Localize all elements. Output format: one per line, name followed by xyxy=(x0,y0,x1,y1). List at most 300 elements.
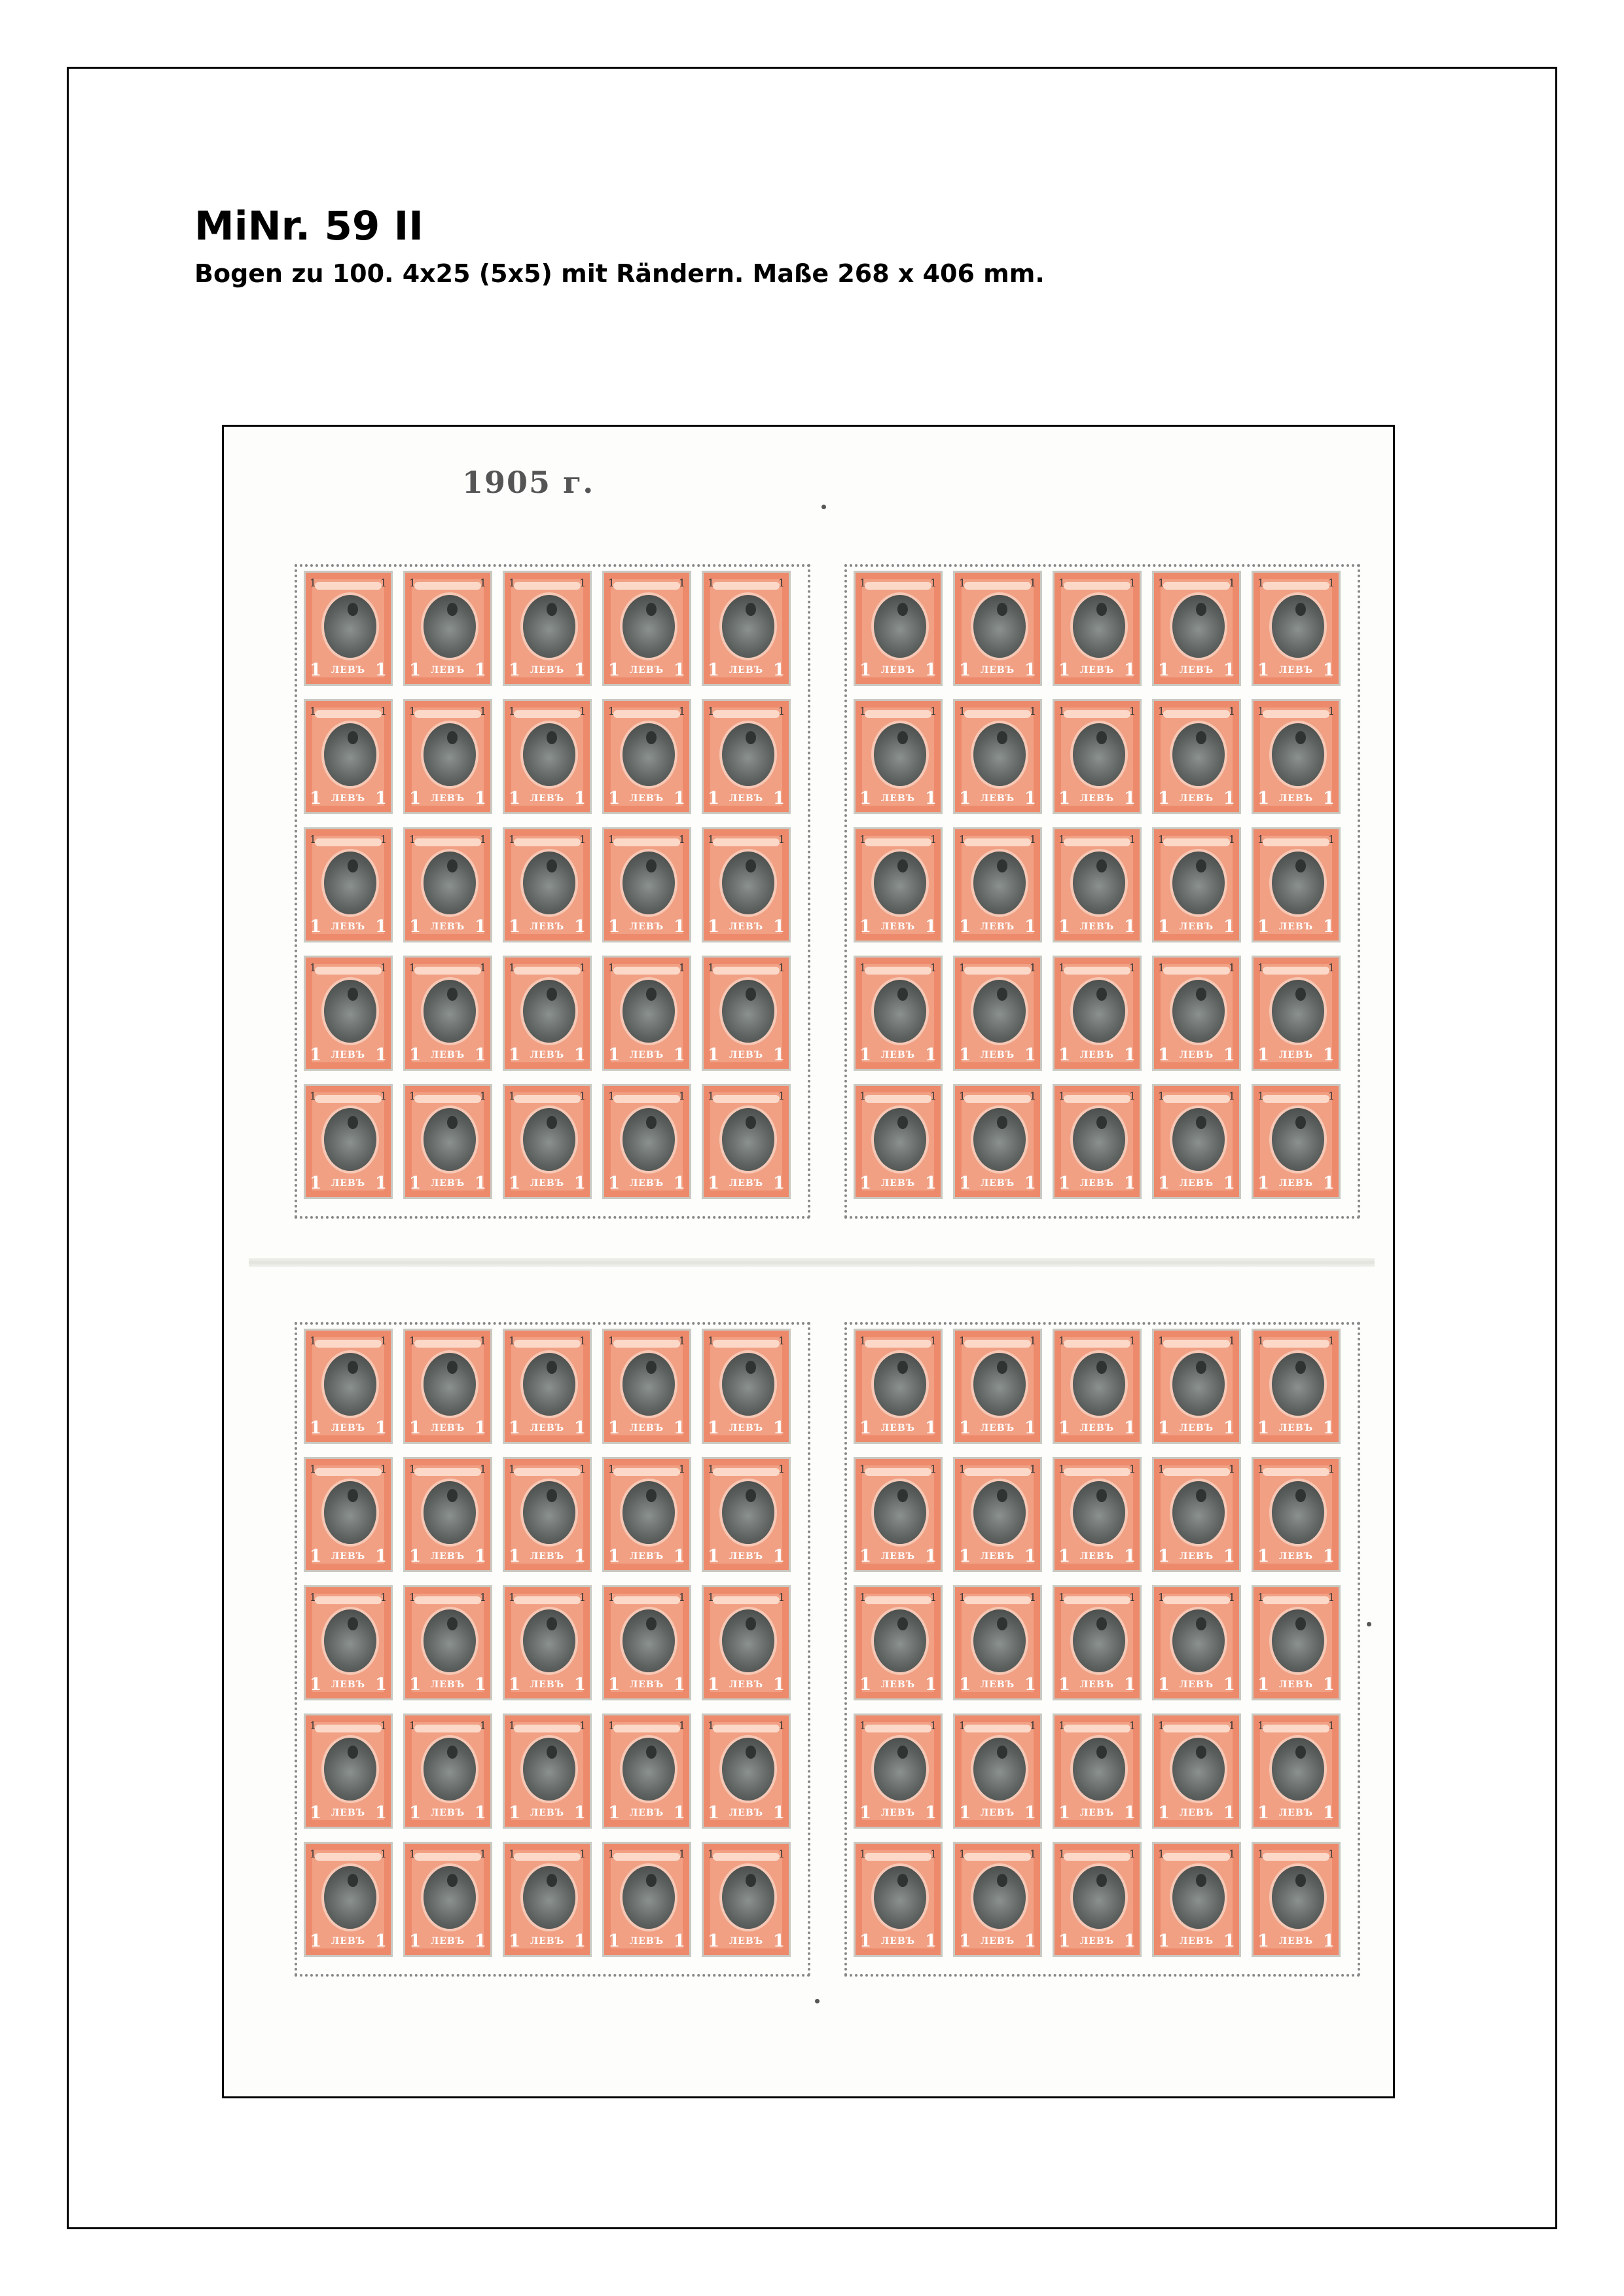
denomination-number: 1 xyxy=(1123,1675,1136,1695)
portrait-head xyxy=(1295,859,1306,872)
denomination-word: ЛЕВЪ xyxy=(1079,1936,1115,1946)
stamp-inscription-band xyxy=(514,1725,581,1732)
stamp-corner-value: 1 xyxy=(708,1463,715,1475)
stamp xyxy=(854,1329,943,1444)
denomination-number: 1 xyxy=(959,1675,971,1695)
stamp-corner-value: 1 xyxy=(1029,1463,1036,1475)
stamp-corner-value: 1 xyxy=(579,1463,586,1475)
stamp-inscription-band xyxy=(964,710,1031,718)
denomination-number: 1 xyxy=(1024,1418,1036,1438)
portrait-head xyxy=(897,1361,908,1374)
stamp-corner-value: 1 xyxy=(929,1719,937,1732)
stamp-corner-value: 1 xyxy=(859,705,867,717)
denomination-number: 1 xyxy=(374,1547,387,1566)
stamp-inscription-band xyxy=(613,1095,680,1103)
stamp-denomination xyxy=(409,660,486,680)
stamp-corner-value: 1 xyxy=(778,705,785,717)
stamp-corner-value: 1 xyxy=(1128,1848,1136,1860)
denomination-number: 1 xyxy=(859,1174,872,1193)
stamp-corner-value: 1 xyxy=(1158,577,1165,589)
stamp-inscription-band xyxy=(1064,1596,1130,1604)
stamp-portrait-vignette xyxy=(1070,849,1128,917)
stamp xyxy=(403,1585,492,1700)
stamp-corner-value: 1 xyxy=(509,1719,516,1732)
denomination-number: 1 xyxy=(1158,1803,1170,1823)
stamp-corner-value: 1 xyxy=(1228,833,1235,846)
stamp-corner-value: 1 xyxy=(579,1719,586,1732)
denomination-word: ЛЕВЪ xyxy=(980,1178,1015,1189)
stamp-corner-value: 1 xyxy=(678,1719,685,1732)
stamp-corner-value: 1 xyxy=(1257,577,1265,589)
stamp-corner-value: 1 xyxy=(380,1463,387,1475)
stamp-corner-value: 1 xyxy=(678,1848,685,1860)
stamp-corner-value: 1 xyxy=(1058,1848,1066,1860)
stamp-corner-value: 1 xyxy=(479,833,486,846)
stamp-denomination xyxy=(1257,1547,1335,1566)
stamp-denomination xyxy=(1158,1045,1235,1065)
stamp-inscription-band xyxy=(1163,1340,1230,1348)
stamp-corner-value: 1 xyxy=(509,833,516,846)
stamp-denomination xyxy=(409,1547,486,1566)
stamp-portrait-vignette xyxy=(971,1105,1028,1174)
stamp-corner-value: 1 xyxy=(380,1848,387,1860)
stamp-portrait-vignette xyxy=(520,1479,578,1547)
portrait-head xyxy=(746,1746,756,1759)
portrait-head xyxy=(997,1116,1007,1129)
stamp-inscription-band xyxy=(1263,1340,1329,1348)
denomination-word: ЛЕВЪ xyxy=(331,1178,366,1189)
stamp-denomination xyxy=(608,1547,685,1566)
stamp-denomination xyxy=(608,660,685,680)
denomination-number: 1 xyxy=(474,1931,486,1951)
stamp xyxy=(602,1842,691,1957)
stamp-inscription-band xyxy=(315,1596,382,1604)
denomination-number: 1 xyxy=(1024,1045,1036,1065)
stamp-inscription-band xyxy=(514,1596,581,1604)
denomination-word: ЛЕВЪ xyxy=(1278,1178,1314,1189)
denomination-number: 1 xyxy=(1223,1418,1235,1438)
stamp-corner-value: 1 xyxy=(409,1090,416,1102)
stamp-portrait-vignette xyxy=(421,1863,478,1931)
stamp-portrait-vignette xyxy=(620,1105,677,1174)
stamp-corner-value: 1 xyxy=(1058,705,1066,717)
portrait-head xyxy=(348,1617,358,1630)
portrait-head xyxy=(447,731,458,744)
stamp-inscription-band xyxy=(964,1596,1031,1604)
stamp-corner-value: 1 xyxy=(608,833,615,846)
stamp xyxy=(953,1713,1042,1829)
stamp-inscription-band xyxy=(315,1095,382,1103)
portrait-head xyxy=(1096,1116,1107,1129)
denomination-word: ЛЕВЪ xyxy=(1079,1178,1115,1189)
stamp-corner-value: 1 xyxy=(509,1848,516,1860)
denomination-word: ЛЕВЪ xyxy=(530,1808,565,1818)
stamp xyxy=(854,1842,943,1957)
stamp-portrait-vignette xyxy=(620,1479,677,1547)
portrait-head xyxy=(746,1361,756,1374)
portrait-head xyxy=(997,988,1007,1001)
stamp-denomination xyxy=(859,1045,937,1065)
denomination-number: 1 xyxy=(1058,660,1071,680)
sheet-fold-line xyxy=(249,1258,1375,1267)
stamp-corner-value: 1 xyxy=(1327,961,1335,974)
denomination-word: ЛЕВЪ xyxy=(980,1808,1015,1818)
portrait-head xyxy=(547,1874,557,1887)
denomination-number: 1 xyxy=(1158,1931,1170,1951)
stamp-corner-value: 1 xyxy=(1257,1719,1265,1732)
stamp-corner-value: 1 xyxy=(859,1719,867,1732)
denomination-word: ЛЕВЪ xyxy=(1179,1808,1214,1818)
denomination-number: 1 xyxy=(1322,789,1335,808)
denomination-number: 1 xyxy=(924,789,937,808)
stamp xyxy=(953,1585,1042,1700)
stamp xyxy=(403,571,492,686)
stamp-denomination xyxy=(409,789,486,808)
stamp-denomination xyxy=(959,660,1036,680)
stamp xyxy=(1053,1329,1142,1444)
portrait-head xyxy=(897,1874,908,1887)
stamp-corner-value: 1 xyxy=(678,1090,685,1102)
stamp-corner-value: 1 xyxy=(608,1090,615,1102)
stamp-portrait-vignette xyxy=(719,721,777,789)
stamp xyxy=(854,1585,943,1700)
stamp-corner-value: 1 xyxy=(1058,833,1066,846)
stamp-corner-value: 1 xyxy=(409,1848,416,1860)
stamp-inscription-band xyxy=(1263,710,1329,718)
denomination-word: ЛЕВЪ xyxy=(1079,1679,1115,1690)
stamp-corner-value: 1 xyxy=(509,1090,516,1102)
denomination-number: 1 xyxy=(409,1675,422,1695)
denomination-word: ЛЕВЪ xyxy=(530,1679,565,1690)
portrait-head xyxy=(1096,731,1107,744)
stamp-denomination xyxy=(859,1174,937,1193)
stamp-corner-value: 1 xyxy=(778,577,785,589)
portrait-head xyxy=(897,1746,908,1759)
denomination-word: ЛЕВЪ xyxy=(880,665,916,675)
denomination-number: 1 xyxy=(1024,789,1036,808)
stamp-denomination xyxy=(859,917,937,937)
portrait-head xyxy=(547,731,557,744)
stamp-portrait-vignette xyxy=(421,977,478,1045)
sheet-year-label: 1905 г. xyxy=(462,465,595,500)
stamp xyxy=(602,699,691,814)
margin-mark xyxy=(1367,1622,1371,1626)
stamp-portrait-vignette xyxy=(321,849,379,917)
stamp-corner-value: 1 xyxy=(859,1591,867,1604)
stamp-pane xyxy=(844,1322,1360,1977)
portrait-head xyxy=(348,603,358,616)
stamp-corner-value: 1 xyxy=(579,1335,586,1347)
denomination-number: 1 xyxy=(1257,1418,1270,1438)
stamp-denomination xyxy=(1257,1045,1335,1065)
stamp-corner-value: 1 xyxy=(1058,1719,1066,1732)
denomination-word: ЛЕВЪ xyxy=(530,1551,565,1562)
stamp xyxy=(602,1084,691,1199)
stamp-inscription-band xyxy=(1263,1853,1329,1861)
stamp-corner-value: 1 xyxy=(1128,1335,1136,1347)
denomination-word: ЛЕВЪ xyxy=(1278,1050,1314,1060)
stamp-inscription-band xyxy=(964,1095,1031,1103)
stamp-corner-value: 1 xyxy=(1257,1463,1265,1475)
portrait-head xyxy=(447,1489,458,1502)
denomination-word: ЛЕВЪ xyxy=(530,1936,565,1946)
denomination-number: 1 xyxy=(924,1547,937,1566)
stamp-corner-value: 1 xyxy=(1128,833,1136,846)
denomination-number: 1 xyxy=(1058,917,1071,937)
stamp-portrait-vignette xyxy=(1170,1105,1227,1174)
stamp xyxy=(403,827,492,942)
page-subtitle: Bogen zu 100. 4x25 (5x5) mit Rändern. Maße 268 x 406 mm. xyxy=(194,259,1045,288)
stamp-corner-value: 1 xyxy=(1158,1848,1165,1860)
stamp-inscription-band xyxy=(964,1853,1031,1861)
denomination-word: ЛЕВЪ xyxy=(880,1050,916,1060)
portrait-head xyxy=(646,1116,657,1129)
stamp-inscription-band xyxy=(315,710,382,718)
stamp-inscription-band xyxy=(514,838,581,846)
stamp-inscription-band xyxy=(964,1468,1031,1476)
portrait-head xyxy=(746,731,756,744)
stamp-corner-value: 1 xyxy=(409,1591,416,1604)
stamp-denomination xyxy=(959,1931,1036,1951)
stamp-portrait-vignette xyxy=(971,1735,1028,1803)
stamp-denomination xyxy=(959,917,1036,937)
denomination-number: 1 xyxy=(1223,1045,1235,1065)
denomination-word: ЛЕВЪ xyxy=(430,1679,465,1690)
stamp xyxy=(403,1457,492,1572)
denomination-word: ЛЕВЪ xyxy=(530,1178,565,1189)
portrait-head xyxy=(1196,988,1206,1001)
stamp-corner-value: 1 xyxy=(579,1848,586,1860)
stamp-denomination xyxy=(859,789,937,808)
portrait-head xyxy=(547,1617,557,1630)
portrait-head xyxy=(997,603,1007,616)
stamp xyxy=(1252,1713,1341,1829)
stamp-inscription-band xyxy=(514,582,581,590)
denomination-word: ЛЕВЪ xyxy=(880,1679,916,1690)
stamp-denomination xyxy=(1158,917,1235,937)
stamp-corner-value: 1 xyxy=(929,1335,937,1347)
stamp xyxy=(602,571,691,686)
stamp-denomination xyxy=(959,789,1036,808)
stamp-portrait-vignette xyxy=(719,1735,777,1803)
stamp xyxy=(503,956,592,1071)
stamp xyxy=(702,1457,791,1572)
denomination-number: 1 xyxy=(673,1675,685,1695)
denomination-number: 1 xyxy=(1223,1547,1235,1566)
denomination-word: ЛЕВЪ xyxy=(629,1050,664,1060)
stamp-denomination xyxy=(310,660,387,680)
stamp xyxy=(854,956,943,1071)
stamp-corner-value: 1 xyxy=(1228,1591,1235,1604)
denomination-number: 1 xyxy=(1223,660,1235,680)
denomination-word: ЛЕВЪ xyxy=(430,1808,465,1818)
denomination-number: 1 xyxy=(859,1675,872,1695)
stamp-denomination xyxy=(708,1803,785,1823)
stamp-corner-value: 1 xyxy=(380,961,387,974)
stamp-corner-value: 1 xyxy=(608,1463,615,1475)
stamp-inscription-band xyxy=(414,1468,481,1476)
denomination-number: 1 xyxy=(924,1045,937,1065)
portrait-head xyxy=(746,603,756,616)
denomination-number: 1 xyxy=(772,1675,785,1695)
portrait-head xyxy=(646,859,657,872)
stamp xyxy=(304,699,393,814)
stamp-inscription-band xyxy=(1163,582,1230,590)
stamp-corner-value: 1 xyxy=(859,1090,867,1102)
denomination-number: 1 xyxy=(310,1045,322,1065)
stamp-portrait-vignette xyxy=(1170,849,1227,917)
stamp-corner-value: 1 xyxy=(1228,1463,1235,1475)
stamp-portrait-vignette xyxy=(1070,721,1128,789)
stamp xyxy=(1053,1585,1142,1700)
denomination-word: ЛЕВЪ xyxy=(880,1551,916,1562)
stamp xyxy=(1053,571,1142,686)
stamp-inscription-band xyxy=(964,967,1031,975)
stamp-portrait-vignette xyxy=(719,977,777,1045)
stamp-corner-value: 1 xyxy=(1228,1090,1235,1102)
denomination-word: ЛЕВЪ xyxy=(980,1423,1015,1433)
denomination-number: 1 xyxy=(310,660,322,680)
stamp xyxy=(1252,827,1341,942)
stamp-corner-value: 1 xyxy=(1058,577,1066,589)
denomination-number: 1 xyxy=(859,1931,872,1951)
stamp-portrait-vignette xyxy=(620,977,677,1045)
stamp-inscription-band xyxy=(613,838,680,846)
denomination-number: 1 xyxy=(310,1547,322,1566)
denomination-number: 1 xyxy=(924,1931,937,1951)
stamp-corner-value: 1 xyxy=(959,705,966,717)
stamp-portrait-vignette xyxy=(871,1607,929,1675)
stamp-inscription-band xyxy=(865,710,931,718)
stamp-denomination xyxy=(1058,660,1136,680)
stamp-denomination xyxy=(1158,789,1235,808)
stamp-corner-value: 1 xyxy=(310,961,317,974)
stamp-inscription-band xyxy=(1163,838,1230,846)
stamp-corner-value: 1 xyxy=(479,1848,486,1860)
stamp xyxy=(1252,1842,1341,1957)
stamp-denomination xyxy=(708,1174,785,1193)
stamp-inscription-band xyxy=(964,1725,1031,1732)
stamp-corner-value: 1 xyxy=(1029,577,1036,589)
stamp-corner-value: 1 xyxy=(479,1463,486,1475)
denomination-number: 1 xyxy=(708,1675,720,1695)
stamp-inscription-band xyxy=(613,1340,680,1348)
stamp-corner-value: 1 xyxy=(509,705,516,717)
denomination-word: ЛЕВЪ xyxy=(880,1936,916,1946)
stamp-portrait-vignette xyxy=(421,1350,478,1418)
stamp xyxy=(953,1842,1042,1957)
portrait-head xyxy=(897,1489,908,1502)
stamp xyxy=(1252,1084,1341,1199)
stamp-corner-value: 1 xyxy=(708,1335,715,1347)
stamp-portrait-vignette xyxy=(1070,1607,1128,1675)
stamp-corner-value: 1 xyxy=(1327,1090,1335,1102)
denomination-number: 1 xyxy=(608,1803,621,1823)
stamp-corner-value: 1 xyxy=(678,705,685,717)
stamp-corner-value: 1 xyxy=(1257,1848,1265,1860)
portrait-head xyxy=(1096,1489,1107,1502)
denomination-number: 1 xyxy=(1322,660,1335,680)
stamp-corner-value: 1 xyxy=(479,961,486,974)
portrait-head xyxy=(1295,988,1306,1001)
portrait-head xyxy=(1196,603,1206,616)
stamp xyxy=(1152,1585,1241,1700)
portrait-head xyxy=(547,603,557,616)
stamp-corner-value: 1 xyxy=(310,1591,317,1604)
stamp xyxy=(702,699,791,814)
denomination-number: 1 xyxy=(608,1045,621,1065)
stamp-inscription-band xyxy=(414,710,481,718)
stamp xyxy=(702,1329,791,1444)
denomination-number: 1 xyxy=(959,1174,971,1193)
stamp-inscription-band xyxy=(1064,1853,1130,1861)
stamp-denomination xyxy=(708,1045,785,1065)
portrait-head xyxy=(746,1617,756,1630)
stamp-portrait-vignette xyxy=(620,1607,677,1675)
stamp-portrait-vignette xyxy=(321,1479,379,1547)
stamp-corner-value: 1 xyxy=(1327,1848,1335,1860)
stamp-portrait-vignette xyxy=(421,1105,478,1174)
stamp xyxy=(1053,1713,1142,1829)
stamp xyxy=(1252,571,1341,686)
stamp-corner-value: 1 xyxy=(1128,577,1136,589)
stamp-denomination xyxy=(509,789,586,808)
stamp-inscription-band xyxy=(1163,1468,1230,1476)
stamp-inscription-band xyxy=(713,967,780,975)
stamp-portrait-vignette xyxy=(871,1105,929,1174)
denomination-number: 1 xyxy=(608,917,621,937)
denomination-word: ЛЕВЪ xyxy=(1278,1423,1314,1433)
stamp-corner-value: 1 xyxy=(1058,1591,1066,1604)
stamp-inscription-band xyxy=(713,582,780,590)
stamp-inscription-band xyxy=(964,1340,1031,1348)
denomination-word: ЛЕВЪ xyxy=(1079,665,1115,675)
stamp-inscription-band xyxy=(1163,1095,1230,1103)
stamp-denomination xyxy=(1158,1931,1235,1951)
stamp-inscription-band xyxy=(865,1095,931,1103)
stamp-corner-value: 1 xyxy=(1029,1090,1036,1102)
margin-mark xyxy=(821,505,826,509)
stamp xyxy=(953,571,1042,686)
denomination-number: 1 xyxy=(310,789,322,808)
stamp-denomination xyxy=(409,1803,486,1823)
denomination-number: 1 xyxy=(1024,1931,1036,1951)
stamp-corner-value: 1 xyxy=(929,961,937,974)
denomination-number: 1 xyxy=(1058,1931,1071,1951)
denomination-number: 1 xyxy=(1024,917,1036,937)
denomination-number: 1 xyxy=(924,1174,937,1193)
denomination-number: 1 xyxy=(673,660,685,680)
denomination-word: ЛЕВЪ xyxy=(331,1808,366,1818)
stamp-denomination xyxy=(608,1418,685,1438)
stamp-denomination xyxy=(708,660,785,680)
denomination-number: 1 xyxy=(573,1675,586,1695)
stamp-corner-value: 1 xyxy=(1228,1335,1235,1347)
portrait-head xyxy=(897,731,908,744)
stamp-portrait-vignette xyxy=(1269,1479,1327,1547)
denomination-number: 1 xyxy=(310,1675,322,1695)
denomination-word: ЛЕВЪ xyxy=(1278,1808,1314,1818)
stamp xyxy=(953,699,1042,814)
stamp-corner-value: 1 xyxy=(1029,1719,1036,1732)
denomination-number: 1 xyxy=(409,1045,422,1065)
denomination-number: 1 xyxy=(1123,1931,1136,1951)
stamp-portrait-vignette xyxy=(1070,1863,1128,1931)
stamp-inscription-band xyxy=(1263,1468,1329,1476)
stamp xyxy=(304,1329,393,1444)
stamp-portrait-vignette xyxy=(620,1350,677,1418)
portrait-head xyxy=(646,988,657,1001)
